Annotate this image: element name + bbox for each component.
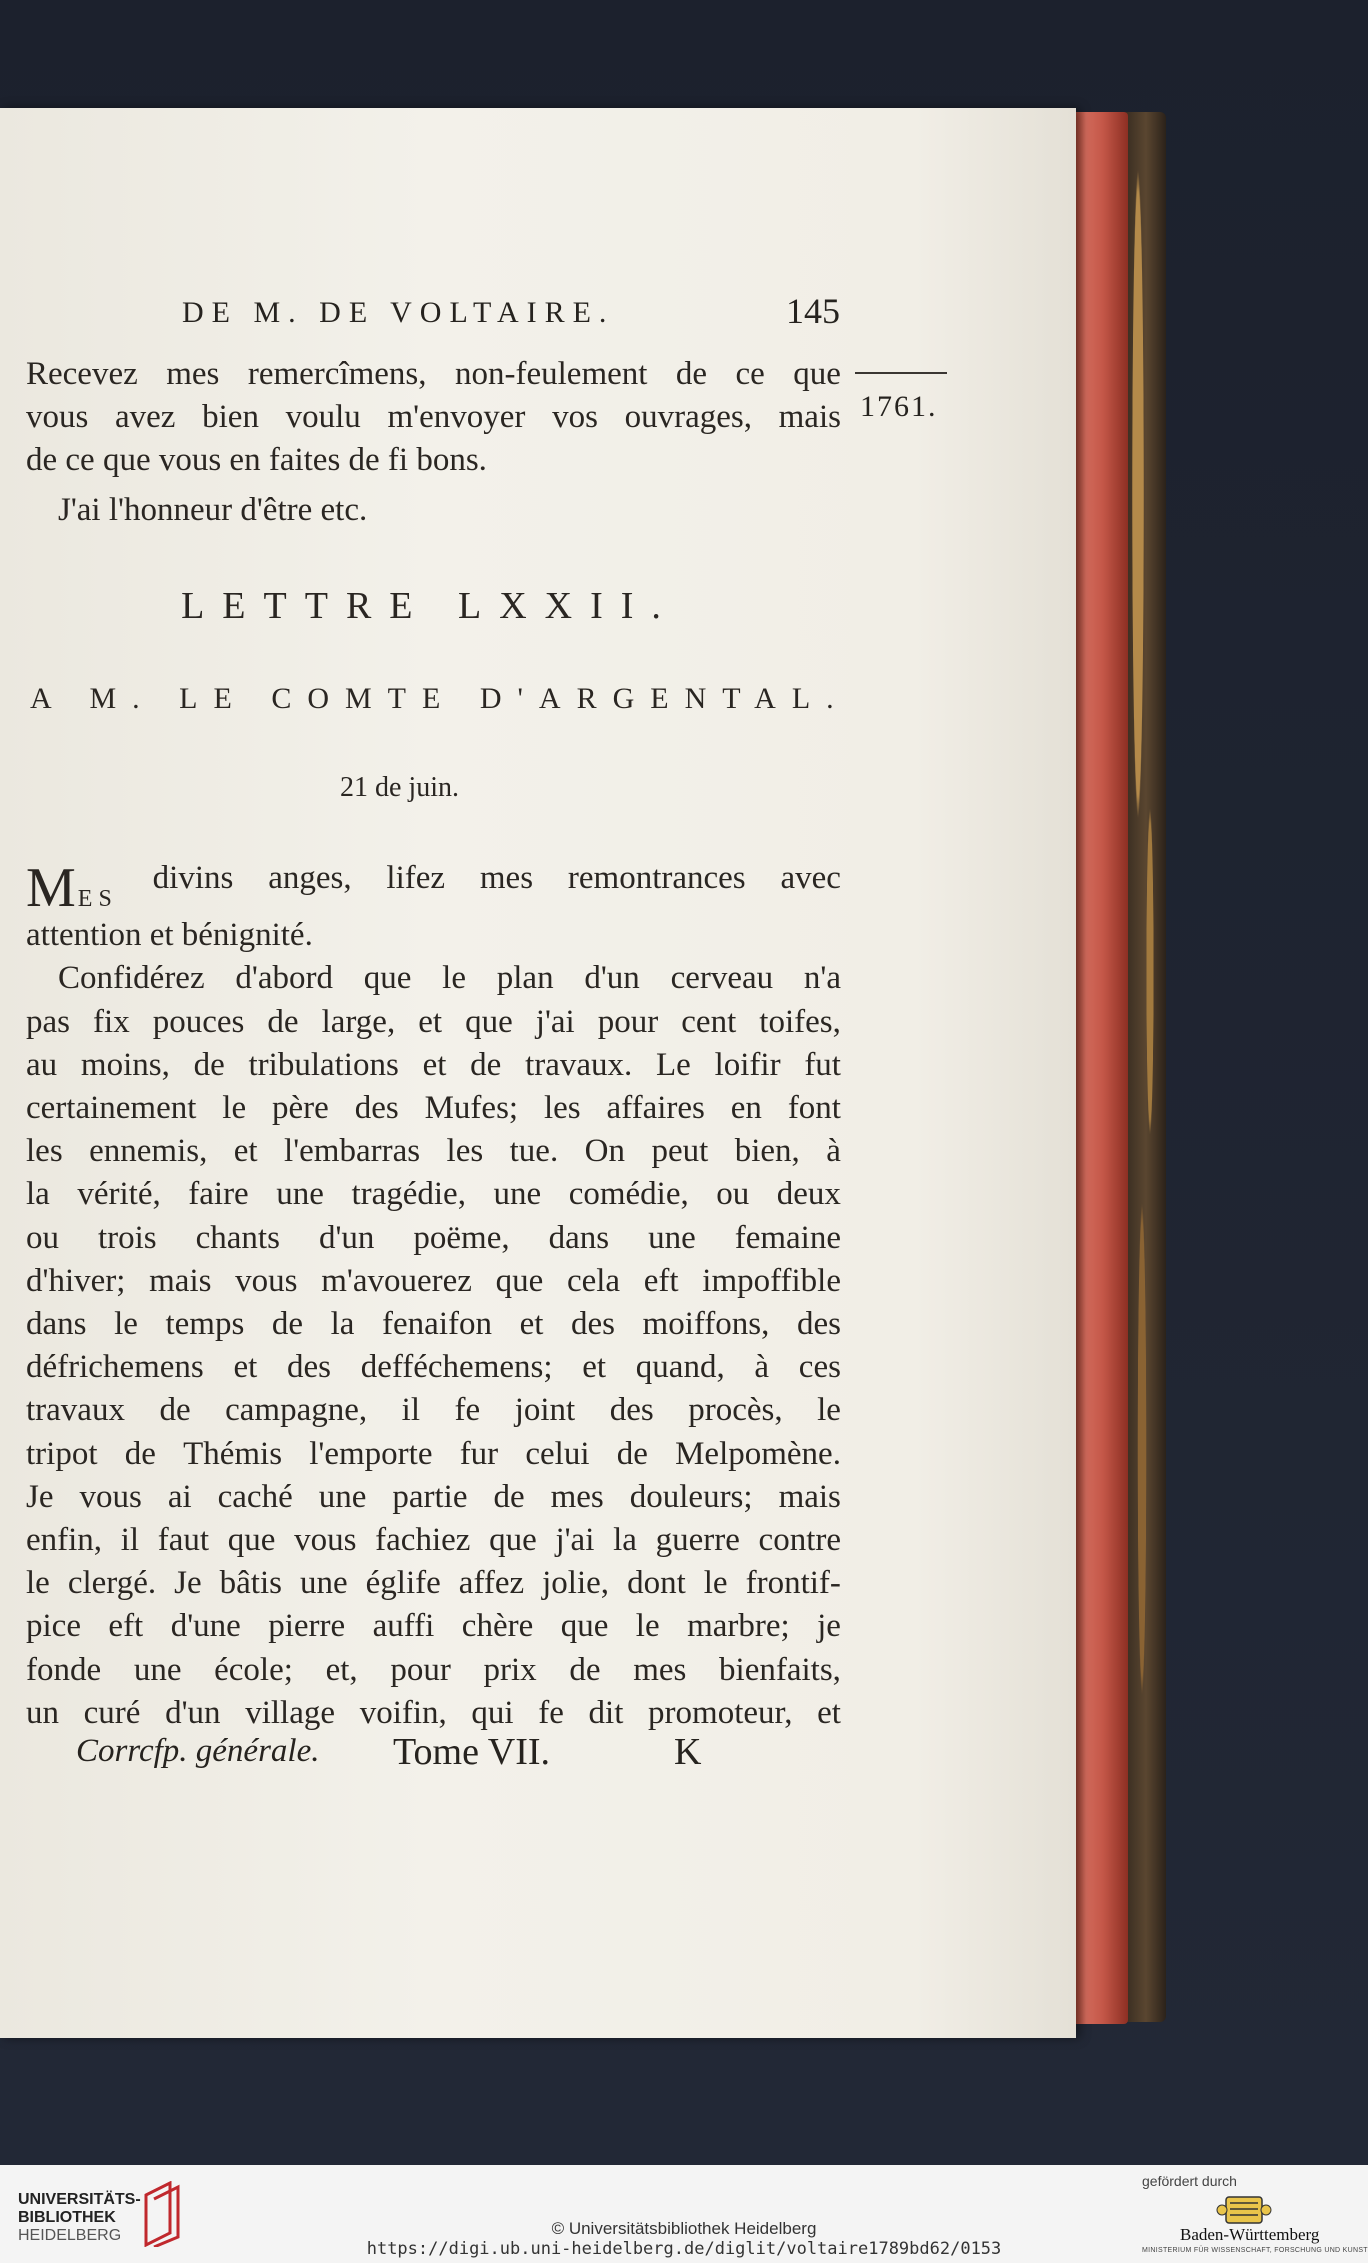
line-text: de ce que vous en faites de fi bons.	[26, 442, 487, 478]
word: femaine	[734, 1219, 841, 1256]
word: de	[569, 1651, 601, 1688]
word: de	[675, 356, 708, 392]
word: ou	[716, 1176, 750, 1213]
institution-footer	[0, 2165, 1368, 2263]
margin-rule	[855, 372, 947, 374]
word: vous	[26, 399, 89, 435]
word: procès,	[688, 1392, 783, 1429]
line-text: attention et bénignité.	[26, 917, 313, 954]
word: il	[401, 1392, 421, 1429]
text-line	[26, 1176, 841, 1213]
word: fut	[804, 1046, 841, 1083]
word: defféchemens;	[360, 1349, 553, 1386]
word: j'ai	[555, 1522, 595, 1558]
word: joint	[514, 1392, 576, 1429]
text-line	[26, 1608, 841, 1645]
text-line	[26, 1565, 841, 1602]
word: d'abord	[235, 960, 333, 997]
word: quand,	[635, 1349, 725, 1386]
word: au	[26, 1046, 58, 1083]
word: trois	[97, 1219, 157, 1256]
text-line	[26, 917, 841, 954]
word: bâtis	[219, 1565, 282, 1602]
word: guerre	[655, 1522, 740, 1558]
text-line	[26, 442, 841, 479]
word: eft	[643, 1262, 679, 1299]
word: défrichemens	[26, 1349, 204, 1386]
word: avez	[115, 399, 176, 435]
word: tribulations	[248, 1046, 399, 1083]
word: fonde	[26, 1651, 102, 1688]
word: il	[120, 1522, 140, 1558]
word: des	[570, 1306, 615, 1342]
word: et	[519, 1306, 544, 1342]
word: divins	[152, 860, 234, 896]
text-line	[26, 1652, 841, 1689]
word: m'envoyer	[387, 399, 526, 435]
signature-mark: K	[674, 1731, 702, 1773]
word: la	[26, 1176, 50, 1213]
word: loifir	[714, 1046, 781, 1083]
word: toifes,	[759, 1003, 841, 1040]
word: douleurs;	[629, 1478, 753, 1515]
word: Confidérez	[58, 960, 205, 997]
first-word	[26, 857, 118, 919]
word: mais	[149, 1262, 212, 1299]
word: ce	[735, 356, 765, 392]
word: que	[560, 1608, 609, 1645]
word: faut	[157, 1522, 210, 1558]
word: et,	[325, 1651, 358, 1688]
margin-year: 1761.	[860, 390, 938, 423]
word: Le	[656, 1046, 691, 1083]
word: de	[124, 1435, 156, 1472]
word: le	[703, 1565, 728, 1602]
word: en	[730, 1090, 762, 1126]
word: que	[465, 1003, 513, 1040]
word: fe	[538, 1694, 564, 1731]
word: lifez	[386, 860, 446, 896]
word: mes	[633, 1651, 687, 1688]
word: avec	[780, 860, 841, 896]
word: de	[271, 1306, 304, 1342]
word: le	[222, 1090, 247, 1126]
text-line	[26, 399, 841, 436]
word: ces	[798, 1349, 841, 1386]
word: celui	[525, 1435, 590, 1472]
word: ennemis,	[89, 1133, 208, 1170]
book-cover-edge	[1126, 112, 1166, 2022]
word: pouces	[152, 1003, 245, 1040]
logo-line-3: HEIDELBERG	[18, 2227, 122, 2244]
word: Je	[174, 1565, 202, 1602]
word: fachiez	[375, 1522, 471, 1558]
word: enfin,	[26, 1522, 103, 1558]
word: Recevez	[26, 356, 138, 392]
word: tragédie,	[351, 1176, 466, 1213]
word: et	[582, 1349, 607, 1386]
word: remercîmens,	[247, 356, 427, 392]
word: peut	[651, 1133, 709, 1170]
word: bien	[202, 399, 259, 435]
word: promoteur,	[648, 1694, 793, 1731]
word: une	[648, 1219, 696, 1256]
word: de	[159, 1392, 191, 1429]
word: de	[616, 1435, 648, 1472]
word: dans	[548, 1219, 610, 1256]
word: vérité,	[77, 1176, 161, 1213]
word: des	[796, 1306, 841, 1342]
word: fix	[93, 1003, 130, 1040]
word: un	[26, 1694, 59, 1731]
letter-title: LETTRE LXXII.	[181, 585, 679, 627]
word: d'un	[165, 1694, 221, 1731]
word: fe	[454, 1392, 481, 1429]
text-line	[26, 1133, 841, 1170]
word: voulu	[285, 399, 361, 435]
word: la	[330, 1306, 355, 1342]
word: dans	[26, 1306, 87, 1342]
word: travaux	[26, 1392, 125, 1429]
word: campagne,	[225, 1392, 368, 1429]
word: le	[26, 1565, 50, 1602]
word: curé	[83, 1694, 141, 1731]
word: qui	[471, 1694, 514, 1731]
word: pour	[390, 1651, 451, 1688]
text-line	[26, 1479, 841, 1516]
word: de	[493, 1478, 525, 1515]
text-line	[26, 1436, 841, 1473]
word: mais	[778, 399, 841, 435]
word: dit	[588, 1694, 624, 1731]
word: vous	[235, 1262, 298, 1299]
word: voifin,	[359, 1694, 447, 1731]
word: le	[817, 1392, 841, 1429]
word: remontrances	[567, 860, 746, 896]
text-line	[26, 356, 841, 393]
tome-label: Tome VII.	[393, 1731, 551, 1773]
word: n'a	[803, 960, 841, 997]
word: village	[245, 1694, 336, 1731]
word: Thémis	[183, 1435, 283, 1472]
word: fenaifon	[382, 1306, 492, 1342]
funded-by-label: gefördert durch	[1142, 2173, 1237, 2189]
word: et	[233, 1349, 258, 1386]
word: large,	[321, 1003, 396, 1040]
word: pierre	[268, 1608, 346, 1645]
word: que	[793, 356, 841, 392]
funder-name: Baden-Württemberg	[1180, 2225, 1320, 2244]
word: d'hiver;	[26, 1262, 126, 1299]
ministry-name: MINISTERIUM FÜR WISSENSCHAFT, FORSCHUNG UND KUNST	[1142, 2247, 1368, 2254]
logo-line-2: BIBLIOTHEK	[18, 2209, 116, 2226]
word: mes	[166, 356, 220, 392]
word: chants	[195, 1219, 280, 1256]
word: une	[276, 1176, 324, 1213]
word: une	[493, 1176, 542, 1213]
word: tripot	[26, 1435, 98, 1472]
word: de	[470, 1046, 502, 1083]
word: je	[817, 1608, 841, 1645]
word: partie	[392, 1478, 468, 1515]
word: d'un	[318, 1219, 375, 1256]
word: mes	[479, 860, 534, 896]
letter-date: 21 de juin.	[340, 772, 459, 803]
word: Melpomène.	[675, 1435, 841, 1472]
word: frontif-	[745, 1565, 841, 1602]
word: Mufes;	[424, 1090, 519, 1126]
word: cerveau	[670, 960, 774, 997]
word: clergé.	[67, 1565, 157, 1602]
permalink-url[interactable]: https://digi.ub.uni-heidelberg.de/diglit/voltaire1789bd62/0153	[366, 2239, 1002, 2259]
text-line	[26, 1522, 841, 1559]
word: le	[442, 960, 466, 997]
word: pour	[597, 1003, 659, 1040]
word: ou	[26, 1219, 59, 1256]
word: travaux.	[525, 1046, 633, 1083]
page-number: 145	[786, 291, 840, 331]
word: de	[267, 1003, 299, 1040]
text-line	[26, 1090, 841, 1127]
word: école;	[214, 1651, 293, 1688]
word: mes	[550, 1478, 604, 1515]
word: et	[418, 1003, 443, 1040]
copyright-text: © Universitätsbibliothek Heidelberg	[551, 2219, 817, 2238]
text-line	[26, 1263, 841, 1300]
word: eft	[108, 1608, 144, 1645]
word: que	[495, 1262, 544, 1299]
word: prix	[483, 1651, 537, 1688]
word: j'ai	[535, 1003, 575, 1040]
page-block-red-edge	[1072, 112, 1128, 2024]
word: Je	[26, 1478, 54, 1515]
word: des	[287, 1349, 332, 1386]
word: temps	[165, 1306, 245, 1342]
word: m'avouerez	[321, 1262, 472, 1299]
word: vos	[552, 399, 598, 435]
text-line	[26, 1306, 841, 1343]
word: faire	[188, 1176, 249, 1213]
text-line	[26, 1695, 841, 1732]
word: certainement	[26, 1090, 197, 1126]
word: à	[826, 1133, 841, 1170]
word: ai	[167, 1478, 192, 1515]
closing-line	[58, 492, 841, 529]
word: d'un	[584, 960, 640, 997]
word: à	[754, 1349, 770, 1386]
word: dont	[627, 1565, 686, 1602]
word: et	[233, 1133, 258, 1170]
word: que	[227, 1522, 276, 1558]
drop-capital: M	[26, 857, 76, 919]
word: caché	[217, 1478, 293, 1515]
word: une	[133, 1651, 182, 1688]
text-line	[26, 1004, 841, 1041]
word: d'une	[170, 1608, 241, 1645]
word: que	[489, 1522, 537, 1558]
text-line	[26, 1392, 841, 1429]
text-line	[26, 1220, 841, 1257]
text-line	[58, 960, 841, 997]
word: une	[299, 1565, 348, 1602]
word: et	[817, 1694, 841, 1731]
word: bien,	[734, 1133, 800, 1170]
word: tue.	[509, 1133, 559, 1170]
word: anges,	[268, 860, 352, 896]
book-page	[0, 108, 1076, 2038]
word: cent	[681, 1003, 737, 1040]
logo-line-1: UNIVERSITÄTS-	[18, 2191, 141, 2208]
bw-crest-icon[interactable]	[1216, 2193, 1272, 2227]
word: font	[787, 1090, 841, 1126]
word: père	[272, 1090, 329, 1126]
word: poëme,	[413, 1219, 510, 1256]
word: la	[613, 1522, 637, 1558]
word: des	[609, 1392, 654, 1429]
word: de	[193, 1046, 225, 1083]
word: que	[363, 960, 412, 997]
word: auffi	[372, 1608, 435, 1645]
word: églife	[365, 1565, 441, 1602]
text-line	[26, 1349, 841, 1386]
word: cela	[566, 1262, 621, 1299]
word: deux	[776, 1176, 841, 1213]
word: vous	[294, 1522, 357, 1558]
word: les	[446, 1133, 484, 1170]
word: chère	[461, 1608, 534, 1645]
word: le	[114, 1306, 138, 1342]
word: bienfaits,	[719, 1651, 841, 1688]
word: mais	[778, 1478, 841, 1515]
word: une	[318, 1478, 367, 1515]
word: affez	[458, 1565, 525, 1602]
word: non-feulement	[455, 356, 648, 392]
small-caps: ES	[77, 886, 118, 912]
word: l'emporte	[309, 1435, 433, 1472]
word: contre	[758, 1522, 841, 1558]
word: moiffons,	[642, 1306, 770, 1342]
word: les	[26, 1133, 63, 1170]
signature-line: Corrcfp. générale.	[76, 1733, 320, 1769]
word: marbre;	[687, 1608, 790, 1645]
word: des	[354, 1090, 399, 1126]
text-line	[26, 857, 841, 919]
word: et	[422, 1046, 447, 1083]
word: fur	[459, 1435, 499, 1472]
word: les	[543, 1090, 581, 1126]
closing-text: J'ai l'honneur d'être etc.	[58, 492, 368, 528]
text-line	[26, 1047, 841, 1084]
word: pice	[26, 1608, 81, 1645]
word: l'embarras	[284, 1133, 421, 1170]
word: le	[635, 1608, 660, 1645]
word: comédie,	[568, 1176, 689, 1213]
word: plan	[496, 960, 554, 997]
word: jolie,	[542, 1565, 610, 1602]
word: vous	[79, 1478, 142, 1515]
letter-recipient: A M. LE COMTE D'ARGENTAL.	[30, 682, 850, 715]
word: affaires	[606, 1090, 705, 1126]
running-head: DE M. DE VOLTAIRE.	[182, 296, 615, 329]
word: pas	[26, 1003, 70, 1040]
word: On	[584, 1133, 625, 1170]
word: moins,	[80, 1046, 170, 1083]
word: ouvrages,	[624, 399, 752, 435]
word: impoffible	[702, 1262, 841, 1299]
